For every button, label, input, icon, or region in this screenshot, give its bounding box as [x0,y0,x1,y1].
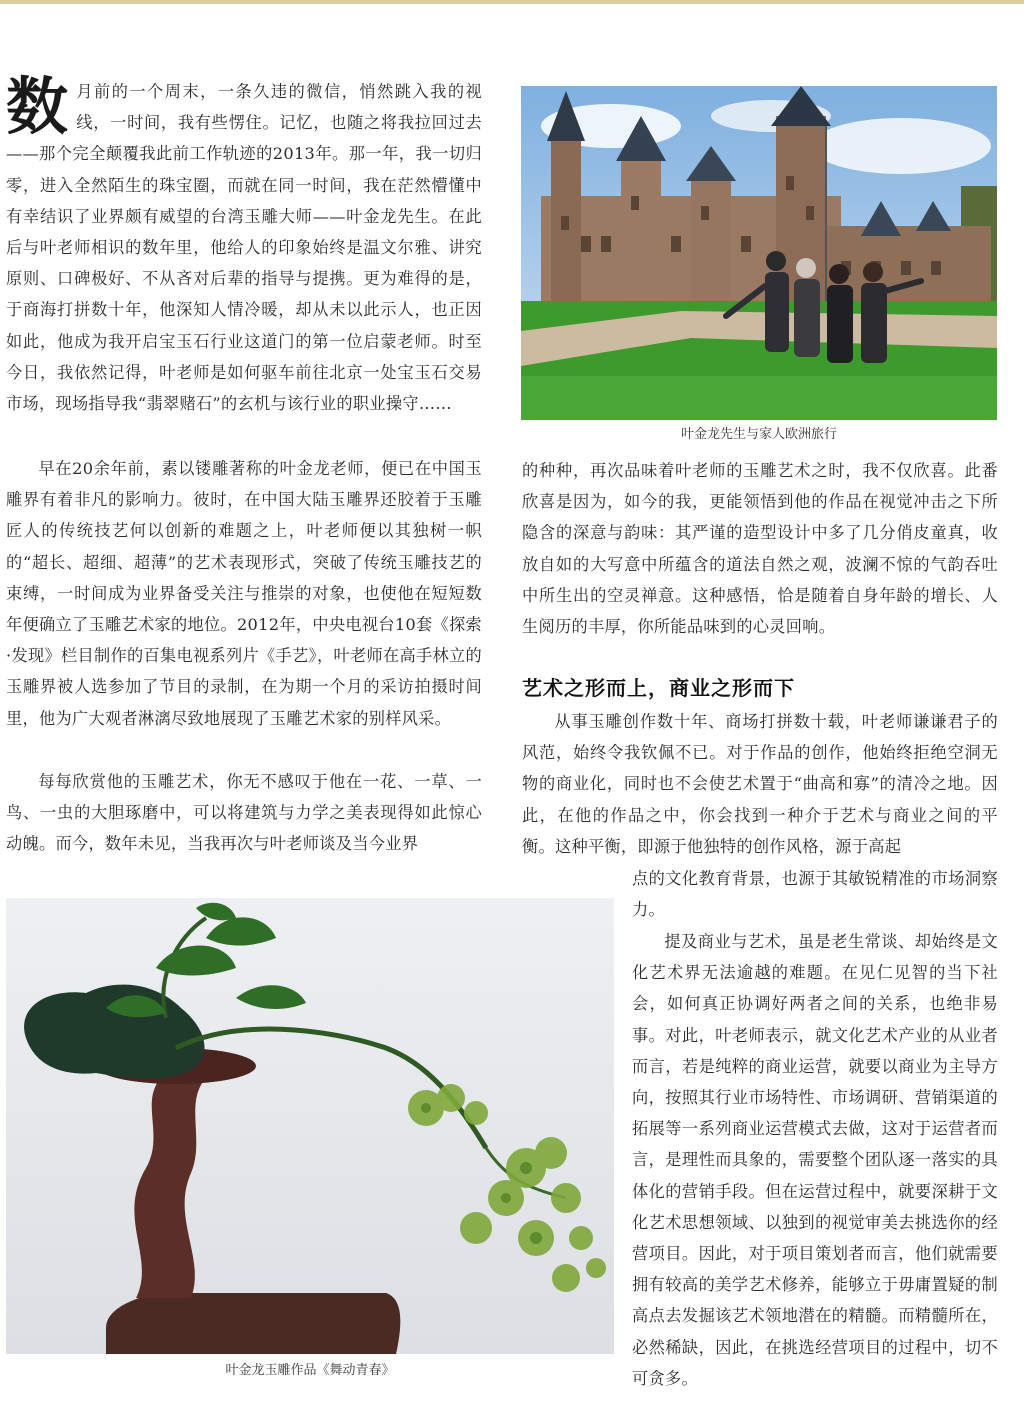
article-paragraph-6: 点的文化教育背景，也源于其敏锐精准的市场洞察力。 [632,869,998,920]
jade-sculpture-photo [6,898,614,1354]
section-heading: 艺术之形而上，商业之形而下 [522,676,795,700]
paragraph-1-text: 月前的一个周末，一条久违的微信，悄然跳入我的视线，一时间，我有些愣住。记忆，也随之将我拉回过去——那个完全颠覆我此前工作轨迹的2013年。那一年，我一切归零，进入全然陌生的珠宝圈，而就在同一时间，我在茫然懵懂中有幸结识了业界颇有威望的台湾玉雕大师——叶金龙先生。在此后与叶老师相识的数年里，他给人的印象始终是温文尔雅、讲究原则、口碑极好、不从吝对后辈的指导与提携。更为难得的是，于商海打拼数十年，他深知人情冷暖，却从未以此示人，也正因如此，他成为我开启宝玉石行业这道门的第一位启蒙老师。时至今日，我依然记得，叶老师是如何驱车前往北京一处宝玉石交易市场，现场指导我“翡翠赌石”的玄机与该行业的职业操守…… [6,82,482,414]
article-paragraph-3: 每每欣赏他的玉雕艺术，你无不感叹于他在一花、一草、一鸟、一虫的大胆琢磨中，可以将建筑与力学之美表现得如此惊心动魄。而今，数年未见，当我再次与叶老师谈及当今业界 [6,772,482,854]
top-rule [0,0,1024,4]
article-paragraph-5: 从事玉雕创作数十年、商场打拼数十载，叶老师谦谦君子的风范，始终令我钦佩不已。对于作品的创作，他始终拒绝空洞无物的商业化，同时也不会使艺术置于“曲高和寡”的清冷之地。因此，在他的作品之中，你会找到一种介于艺术与商业之间的平衡。这种平衡，即源于他独特的创作风格，源于高起 [522,712,998,856]
castle-photo-caption: 叶金龙先生与家人欧洲旅行 [680,427,837,442]
article-paragraph-2: 早在20余年前，素以镂雕著称的叶金龙老师，便已在中国玉雕界有着非凡的影响力。彼时，在中国大陆玉雕界还胶着于玉雕匠人的传统技艺何以创新的难题之上，叶老师便以其独树一帜的“超长、超细、超薄”的艺术表现形式，突破了传统玉雕技艺的束缚，一时间成为业界备受关注与推崇的对象，也使他在短短数年便确立了玉雕艺术家的地位。2012年，中央电视台10套《探索·发现》栏目制作的百集电视系列片《手艺》，叶老师在高手林立的玉雕界被人选参加了节目的录制，在为期一个月的采访拍摄时间里，他为广大观者淋漓尽致地展现了玉雕艺术家的别样风采。 [6,459,482,728]
article-paragraph-7: 提及商业与艺术，虽是老生常谈、却始终是文化艺术界无法逾越的难题。在见仁见智的当下社会，如何真正协调好两者之间的关系，也绝非易事。对此，叶老师表示，就文化艺术产业的从业者而言，若是纯粹的商业运营，就要以商业为主导方向，按照其行业市场特性、市场调研、营销渠道的拓展等一系列商业运营模式去做，这对于运营者而言，是理性而具象的，需要整个团队逐一落实的具体化的营销手段。但在运营过程中，就要深耕于文化艺术思想领域、以独到的视觉审美去挑选你的经营项目。因此，对于项目策划者而言，他们就需要拥有较高的美学艺术修养，能够立于毋庸置疑的制高点去发掘该艺术领地潜在的精髓。而精髓所在，必然稀缺，因此，在挑选经营项目的过程中，切不可贪多。 [632,932,998,1388]
article-paragraph-4: 的种种，再次品味着叶老师的玉雕艺术之时，我不仅欣喜。此番欣喜是因为，如今的我，更能领悟到他的作品在视觉冲击之下所隐含的深意与韵味：其严谨的造型设计中多了几分俏皮童真，收放自如的大写意中所蕴含的道法自然之观，波澜不惊的气韵吞吐中所生出的空灵禅意。这种感悟，恰是随着自身年龄的增长、人生阅历的丰厚，你所能品味到的心灵回响。 [522,461,998,637]
article-paragraph-1 [6,70,482,419]
jade-photo-caption: 叶金龙玉雕作品《舞动青春》 [225,1363,395,1378]
dropcap: 数 [6,70,69,143]
castle-family-photo [521,86,997,420]
